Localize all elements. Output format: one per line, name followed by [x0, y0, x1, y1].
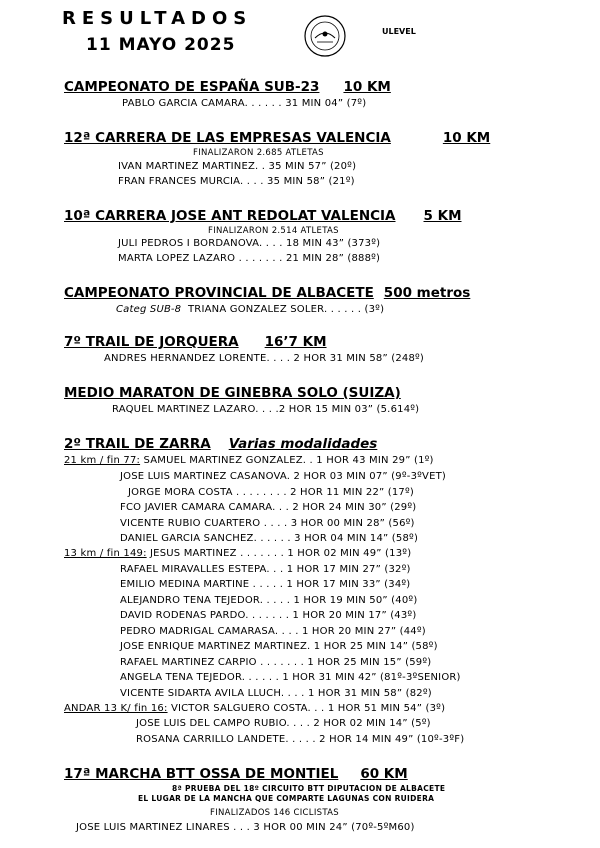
result-text: JESUS MARTINEZ . . . . . . . 1 HOR 02 MIN 49” (13º)	[150, 548, 412, 559]
result-row: RAQUEL MARTINEZ LAZARO. . . .2 HOR 15 MIN 03” (5.614º)	[112, 404, 420, 415]
section-name: CAMPEONATO DE ESPAÑA SUB-23	[64, 79, 320, 95]
section-title	[64, 79, 391, 95]
category-label: ANDAR 13 K/ fin 16:	[64, 703, 168, 714]
page-date: 11 MAYO 2025	[86, 35, 236, 55]
result-row: JOSE LUIS MARTINEZ LINARES . . . 3 HOR 00 MIN 24” (70º-5ºM60)	[76, 822, 415, 833]
result-row: IVAN MARTINEZ MARTINEZ. . 35 MIN 57” (20º)	[118, 161, 357, 172]
result-row: PABLO GARCIA CAMARA. . . . . . 31 MIN 04” (7º)	[122, 98, 367, 109]
result-row: RAFAEL MIRAVALLES ESTEPA. . . 1 HOR 17 MIN 27” (32º)	[120, 564, 411, 575]
section-name: 10ª CARRERA JOSE ANT REDOLAT VALENCIA	[64, 208, 396, 224]
section-distance: Varias modalidades	[228, 436, 378, 452]
result-text: TRIANA GONZALEZ SOLER. . . . . . (3º)	[188, 304, 385, 315]
result-row: ALEJANDRO TENA TEJEDOR. . . . . 1 HOR 19 MIN 50” (40º)	[120, 595, 418, 606]
result-row: ANGELA TENA TEJEDOR. . . . . . 1 HOR 31 MIN 42” (81º-3ºSENIOR)	[120, 672, 461, 683]
section-distance: 16’7 KM	[264, 334, 327, 350]
result-text: SAMUEL MARTINEZ GONZALEZ. . 1 HOR 43 MIN 29” (1º)	[143, 455, 434, 466]
result-row: JOSE LUIS DEL CAMPO RUBIO. . . . 2 HOR 02 MIN 14” (5º)	[136, 718, 431, 729]
event-note: EL LUGAR DE LA MANCHA QUE COMPARTE LAGUNAS CON RUIDERA	[138, 794, 435, 803]
result-text: VICTOR SALGUERO COSTA. . . 1 HOR 51 MIN 54” (3º)	[170, 703, 446, 714]
section-title	[64, 334, 327, 350]
result-row: EMILIO MEDINA MARTINE . . . . . 1 HOR 17 MIN 33” (34º)	[120, 579, 411, 590]
section-name: 12ª CARRERA DE LAS EMPRESAS VALENCIA	[64, 130, 391, 146]
result-row: DAVID RODENAS PARDO. . . . . . . 1 HOR 20 MIN 17” (43º)	[120, 610, 417, 621]
result-row: JOSE LUIS MARTINEZ CASANOVA. 2 HOR 03 MIN 07” (9º-3ºVET)	[120, 471, 447, 482]
result-row: MARTA LOPEZ LAZARO . . . . . . . 21 MIN 28” (888º)	[118, 253, 381, 264]
category-label: 13 km / fin 149:	[64, 548, 147, 559]
finishers-note: FINALIZARON 2.514 ATLETAS	[208, 226, 339, 236]
result-row: PEDRO MADRIGAL CAMARASA. . . . 1 HOR 20 MIN 27” (44º)	[120, 626, 426, 637]
event-note: 8ª PRUEBA DEL 18º CIRCUITO BTT DIPUTACION DE ALBACETE	[172, 784, 446, 793]
section-distance: 60 KM	[360, 766, 408, 782]
section-distance: 10 KM	[442, 130, 491, 146]
section-title	[64, 385, 401, 401]
category-label: 21 km / fin 77:	[64, 455, 141, 466]
result-row: VICENTE RUBIO CUARTERO . . . . 3 HOR 00 MIN 28” (56º)	[120, 518, 415, 529]
section-title	[64, 766, 408, 782]
result-row	[64, 455, 434, 467]
result-row: JOSE ENRIQUE MARTINEZ MARTINEZ. 1 HOR 25 MIN 14” (58º)	[120, 641, 438, 652]
finishers-note: FINALIZADOS 146 CICLISTAS	[210, 808, 339, 818]
section-distance: 500 metros	[383, 285, 471, 301]
result-row: ROSANA CARRILLO LANDETE. . . . . 2 HOR 14 MIN 49” (10º-3ºF)	[136, 734, 465, 745]
section-name: 17ª MARCHA BTT OSSA DE MONTIEL	[64, 766, 339, 782]
result-row: ANDRES HERNANDEZ LORENTE. . . . 2 HOR 31 MIN 58” (248º)	[104, 353, 425, 364]
section-title	[64, 436, 377, 452]
result-row: JULI PEDROS I BORDANOVA. . . . 18 MIN 43” (373º)	[118, 238, 381, 249]
result-row: VICENTE SIDARTA AVILA LLUCH. . . . 1 HOR 31 MIN 58” (82º)	[120, 688, 432, 699]
section-name: MEDIO MARATON DE GINEBRA SOLO (SUIZA)	[64, 385, 401, 401]
result-row: JORGE MORA COSTA . . . . . . . . 2 HOR 11 MIN 22” (17º)	[128, 487, 415, 498]
page-title: RESULTADOS	[62, 8, 253, 29]
club-logo	[303, 14, 347, 58]
result-row: FRAN FRANCES MURCIA. . . . 35 MIN 58” (21º)	[118, 176, 355, 187]
section-distance: 5 KM	[423, 208, 462, 224]
finishers-note: FINALIZARON 2.685 ATLETAS	[193, 148, 324, 158]
section-distance: 10 KM	[343, 79, 391, 95]
result-row	[64, 703, 445, 715]
result-row: RAFAEL MARTINEZ CARPIO . . . . . . . 1 HOR 25 MIN 15” (59º)	[120, 657, 432, 668]
section-name: 2º TRAIL DE ZARRA	[64, 436, 211, 452]
result-row: DANIEL GARCIA SANCHEZ. . . . . . 3 HOR 04 MIN 14” (58º)	[120, 533, 419, 544]
section-name: 7º TRAIL DE JORQUERA	[64, 334, 239, 350]
section-title	[64, 208, 462, 224]
result-row	[116, 304, 384, 316]
result-row	[64, 548, 411, 560]
section-title	[64, 285, 470, 301]
category-label: Categ SUB-8	[116, 304, 182, 315]
result-row: FCO JAVIER CAMARA CAMARA. . . 2 HOR 24 MIN 30” (29º)	[120, 502, 417, 513]
logo-text: ULEVEL	[382, 27, 416, 36]
section-title	[64, 130, 490, 146]
section-name: CAMPEONATO PROVINCIAL DE ALBACETE	[64, 285, 374, 301]
